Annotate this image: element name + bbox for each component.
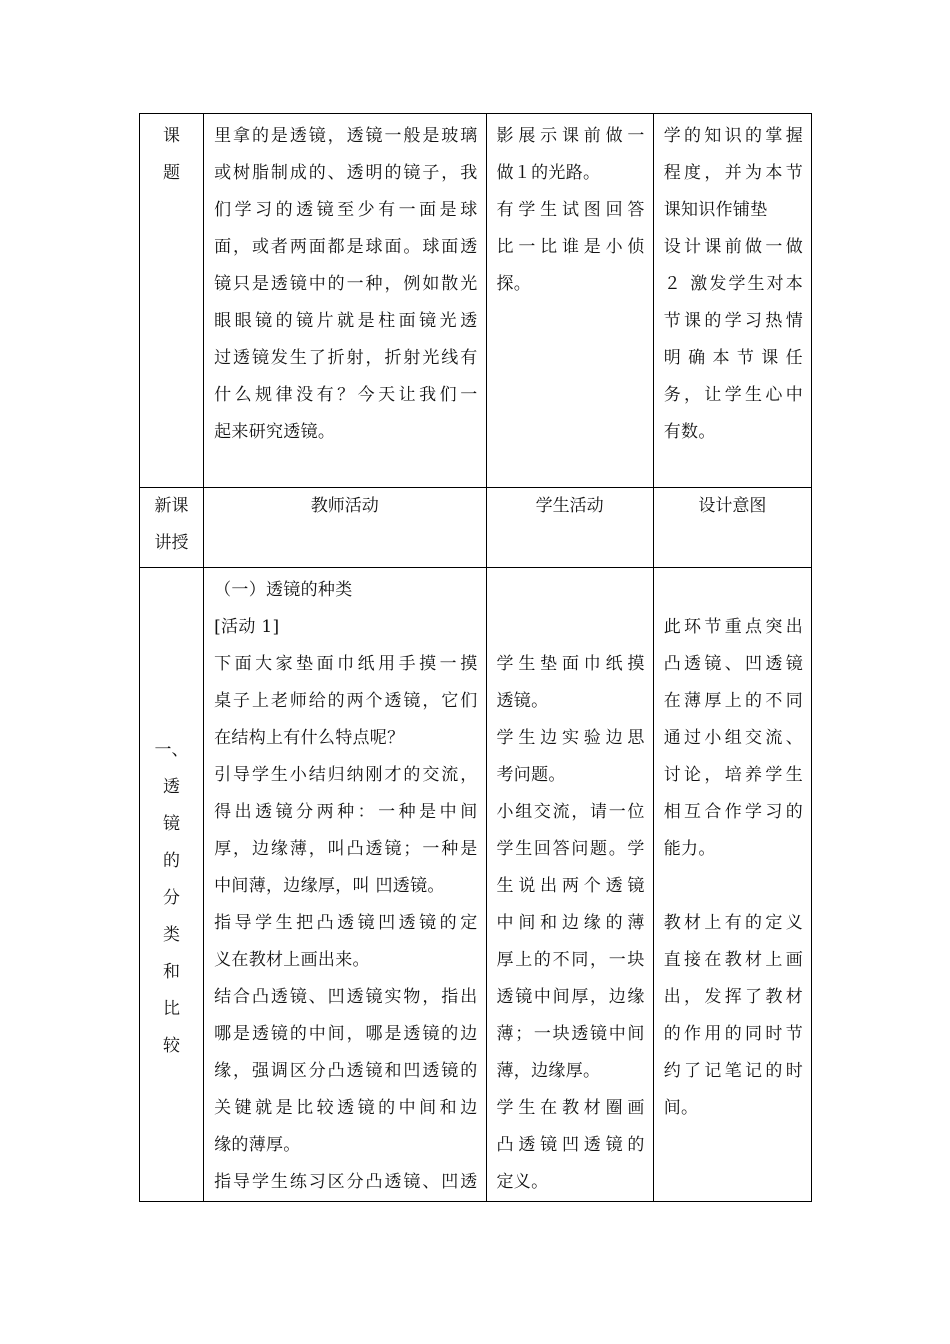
section-label-char: 比	[163, 999, 181, 1019]
text-line: 的作用的同时节	[663, 1024, 803, 1044]
section-label-char: 类	[163, 925, 181, 945]
section-label-char: 分	[163, 888, 181, 908]
section-label-char: 镜	[163, 814, 181, 834]
row-header	[140, 488, 812, 568]
text-line: 缘，强调区分凸透镜和凹透镜的	[214, 1061, 478, 1081]
text-line: 讨论，培养学生	[663, 765, 803, 785]
text-line: 生说出两个透镜	[496, 876, 645, 896]
text-line: 有数。	[663, 422, 716, 442]
text-line: 得出透镜分两种：一种是中间	[214, 802, 478, 822]
section-teacher-cell	[204, 568, 486, 1202]
text-line: 薄；一块透镜中间	[496, 1024, 645, 1044]
text-line: （一）透镜的种类	[214, 580, 353, 600]
text-line: 面，或者两面都是球面。球面透	[214, 237, 478, 257]
text-line: 下面大家垫面巾纸用手摸一摸	[214, 654, 478, 674]
text-line: 学生在教材圈画	[496, 1098, 645, 1118]
section-label-cell	[140, 568, 204, 1202]
text-line: 比一比谁是小侦	[496, 237, 645, 257]
text-line: 约了记笔记的时	[663, 1061, 803, 1081]
text-line: 过透镜发生了折射，折射光线有	[214, 348, 478, 368]
text-line: 影展示课前做一	[496, 126, 645, 146]
text-line: 凸透镜凹透镜的	[496, 1135, 645, 1155]
row-topic	[140, 114, 812, 488]
text-line: 引导学生小结归纳刚才的交流，	[214, 765, 478, 785]
text-line: 通过小组交流、	[663, 728, 803, 748]
text-line: 探。	[496, 274, 532, 294]
text-line: 能力。	[663, 839, 716, 859]
text-line: 小组交流，请一位	[496, 802, 645, 822]
section-label-char: 较	[163, 1036, 181, 1056]
text-line: 指导学生把凸透镜凹透镜的定	[214, 913, 478, 933]
section-label-char: 的	[163, 851, 181, 871]
text-line: 起来研究透镜。	[214, 422, 336, 442]
text-line: 节课的学习热情	[663, 311, 803, 331]
text-line: 镜只是透镜中的一种，例如散光	[214, 274, 478, 294]
section-label-char: 透	[163, 777, 181, 797]
text-line: 间。	[663, 1098, 699, 1118]
text-line: 什么规律没有？今天让我们一	[214, 385, 478, 405]
topic-label-char: 题	[163, 163, 181, 183]
text-line: 教材上有的定义	[663, 913, 803, 933]
text-line: 或树脂制成的、透明的镜子，我	[214, 163, 478, 183]
text-line: 有学生试图回答	[496, 200, 645, 220]
lesson-plan-table	[139, 113, 812, 1202]
text-line: 此环节重点突出	[663, 617, 803, 637]
text-line: 义在教材上画出来。	[214, 950, 370, 970]
section-design-cell	[653, 568, 811, 1202]
header-teacher-activity: 教师活动	[204, 488, 486, 568]
text-line: 哪是透镜的中间，哪是透镜的边	[214, 1024, 478, 1044]
text-line: 们学习的透镜至少有一面是球	[214, 200, 478, 220]
text-line: 务，让学生心中	[663, 385, 803, 405]
header-label-cell	[140, 488, 204, 568]
text-line: 相互合作学习的	[663, 802, 803, 822]
text-line: 学生边实验边思	[496, 728, 645, 748]
text-line: 设计课前做一做	[663, 237, 803, 257]
text-line: 里拿的是透镜，透镜一般是玻璃	[214, 126, 478, 146]
text-line: 学的知识的掌握	[663, 126, 803, 146]
text-line: 凸透镜、凹透镜	[663, 654, 803, 674]
text-line: 课知识作铺垫	[663, 200, 768, 220]
header-label-line: 讲授	[154, 533, 189, 553]
text-line: 明确本节课任	[663, 348, 803, 368]
topic-design-cell	[653, 114, 811, 488]
section-label-char: 和	[163, 962, 181, 982]
text-line: 指导学生练习区分凸透镜、凹透	[214, 1172, 478, 1192]
text-line: 定义。	[496, 1172, 549, 1192]
text-line: 厚，边缘薄，叫凸透镜；一种是	[214, 839, 478, 859]
text-line: 学生垫面巾纸摸	[496, 654, 645, 674]
text-line: 中间和边缘的薄	[496, 913, 645, 933]
row-lens-classification	[140, 568, 812, 1202]
text-line: 学生回答问题。学	[496, 839, 645, 859]
header-label-line: 新课	[154, 496, 189, 516]
text-line: 透镜。	[496, 691, 549, 711]
header-student-activity: 学生活动	[486, 488, 653, 568]
topic-teacher-cell	[204, 114, 486, 488]
text-line: 出，发挥了教材	[663, 987, 803, 1007]
text-line: ２ 激发学生对本	[663, 274, 803, 294]
text-line: 眼眼镜的镜片就是柱面镜光透	[214, 311, 478, 331]
text-line: 缘的薄厚。	[214, 1135, 301, 1155]
section-student-cell	[486, 568, 653, 1202]
text-line: 桌子上老师给的两个透镜，它们	[214, 691, 478, 711]
text-line: 中间薄，边缘厚，叫 凹透镜。	[214, 876, 445, 896]
text-line: 做１的光路。	[496, 163, 601, 183]
section-label-char: 一、	[154, 740, 189, 760]
text-line: 结合凸透镜、凹透镜实物，指出	[214, 987, 478, 1007]
text-line: 在结构上有什么特点呢？	[214, 728, 405, 748]
text-line: 考问题。	[496, 765, 566, 785]
text-line: 透镜中间厚，边缘	[496, 987, 645, 1007]
text-line: 直接在教材上画	[663, 950, 803, 970]
text-line: 关键就是比较透镜的中间和边	[214, 1098, 478, 1118]
topic-student-cell	[486, 114, 653, 488]
text-line: 厚上的不同，一块	[496, 950, 645, 970]
text-line: 薄，边缘厚。	[496, 1061, 601, 1081]
text-line: [活动 1]	[214, 617, 280, 637]
topic-label-cell	[140, 114, 204, 488]
topic-label-char: 课	[163, 126, 181, 146]
text-line: 在薄厚上的不同	[663, 691, 803, 711]
text-line: 程度，并为本节	[663, 163, 803, 183]
header-design-intent: 设计意图	[653, 488, 811, 568]
